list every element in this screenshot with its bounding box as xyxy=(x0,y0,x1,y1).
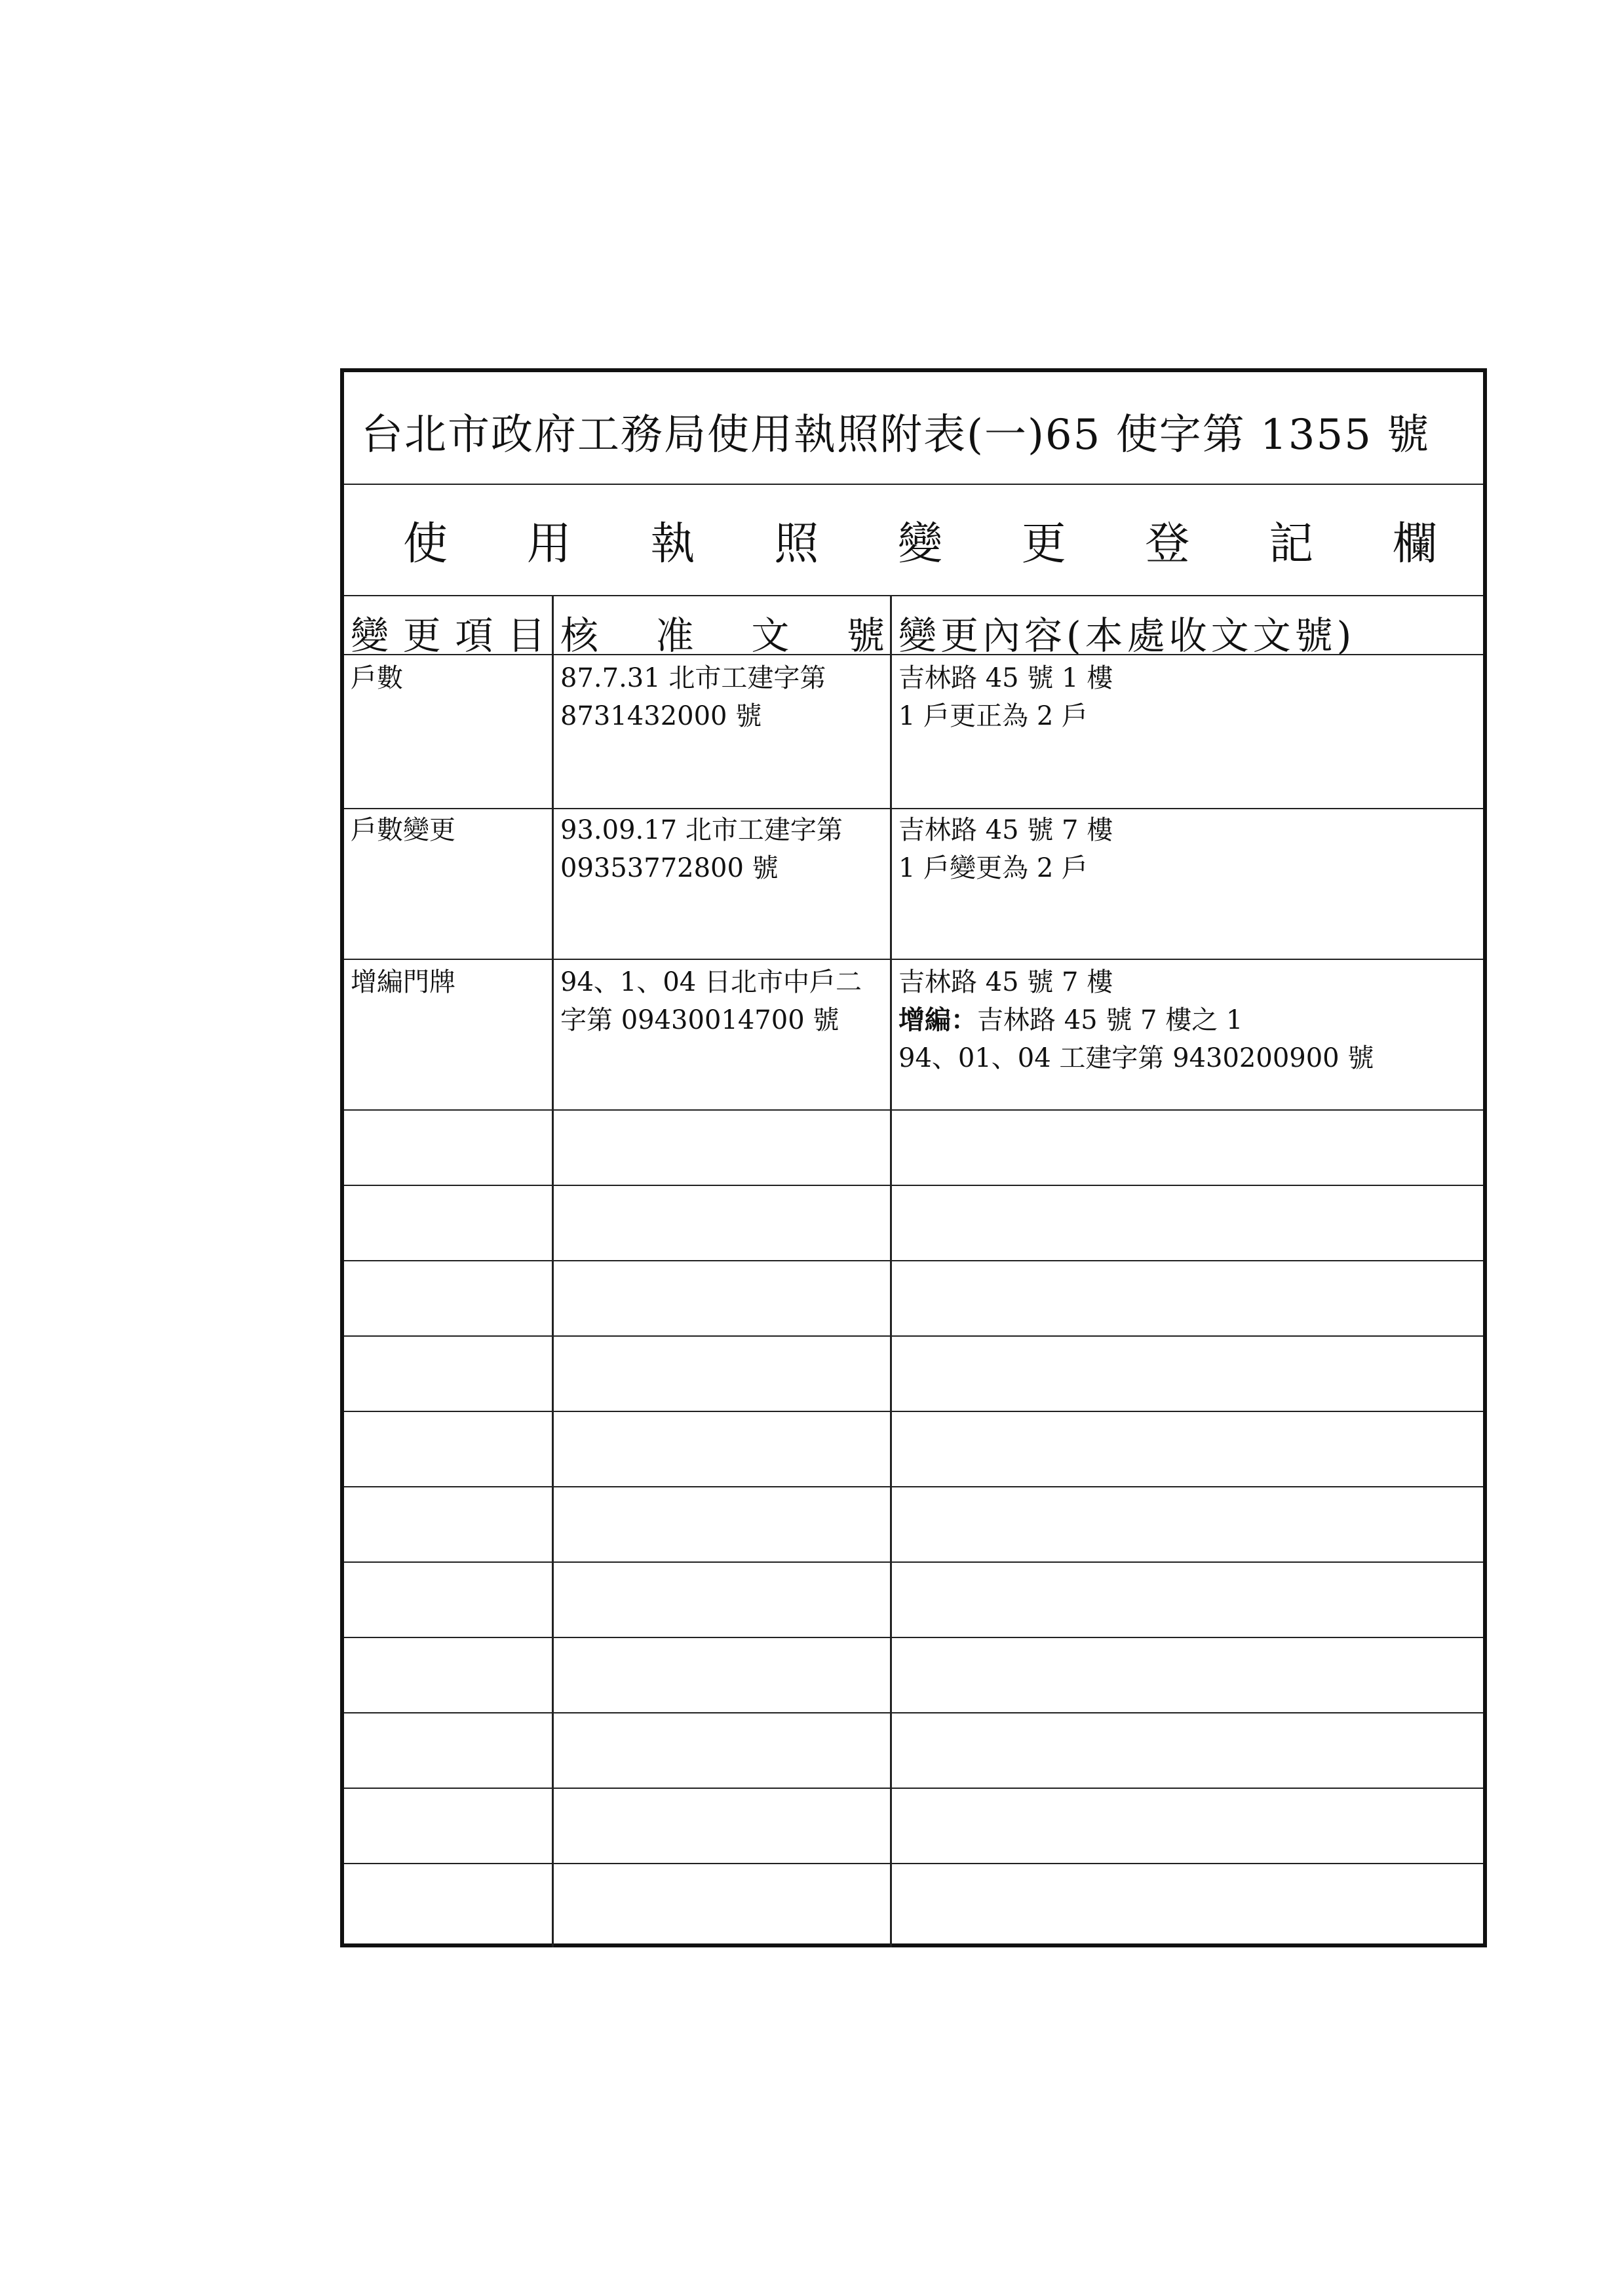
approval-line: 87.7.31 北市工建字第 xyxy=(560,663,826,693)
row-divider xyxy=(344,1335,1483,1337)
row-divider xyxy=(344,959,1483,960)
column-divider xyxy=(552,595,554,1947)
header-char: 目 xyxy=(507,613,545,658)
content-line: 吉林路 45 號 7 樓 xyxy=(898,967,1113,997)
approval-line: 09353772800 號 xyxy=(560,853,779,883)
row-divider xyxy=(344,1486,1483,1487)
header-char: 准 xyxy=(655,613,694,658)
row-divider xyxy=(344,1411,1483,1412)
row-divider xyxy=(344,1561,1483,1563)
row-divider xyxy=(344,808,1483,809)
row-divider xyxy=(344,1260,1483,1261)
row-3-item: 增編門牌 xyxy=(351,967,455,997)
row-divider xyxy=(344,1109,1483,1111)
row-divider xyxy=(344,1637,1483,1638)
subtitle-char: 執 xyxy=(650,518,695,570)
subtitle-char: 欄 xyxy=(1392,518,1437,570)
document-title: 台北市政府工務局使用執照附表(一)65 使字第 1355 號 xyxy=(361,411,1431,459)
subtitle-char: 記 xyxy=(1269,518,1314,570)
content-line: 吉林路 45 號 7 樓 xyxy=(898,815,1113,845)
subtitle-char: 變 xyxy=(897,518,942,570)
header-char: 變 xyxy=(351,613,389,658)
subtitle-char: 使 xyxy=(403,518,448,570)
subtitle-char: 用 xyxy=(526,518,571,570)
subtitle-char: 照 xyxy=(774,518,819,570)
row-3-content xyxy=(898,963,1374,1077)
approval-line: 94、1、04 日北市中戶二 xyxy=(560,967,862,997)
subtitle-char: 登 xyxy=(1145,518,1190,570)
header-char: 項 xyxy=(455,613,493,658)
header-change-item xyxy=(351,605,545,660)
header-char: 文 xyxy=(751,613,790,658)
row-divider xyxy=(344,1863,1483,1864)
approval-line: 93.09.17 北市工建字第 xyxy=(560,815,843,845)
column-divider xyxy=(890,595,892,1947)
content-line: 吉林路 45 號 1 樓 xyxy=(898,663,1113,693)
added-address: 吉林路 45 號 7 樓之 1 xyxy=(977,1005,1243,1035)
usage-permit-change-table xyxy=(340,368,1487,1947)
row-3-approval xyxy=(560,963,862,1039)
added-label: 增編： xyxy=(898,1004,977,1035)
subtitle-divider xyxy=(344,595,1483,596)
row-2-item: 戶數變更 xyxy=(351,815,455,845)
content-line: 94、01、04 工建字第 9430200900 號 xyxy=(898,1043,1374,1073)
title-divider xyxy=(344,484,1483,485)
subtitle-char: 更 xyxy=(1021,518,1066,570)
row-divider xyxy=(344,1712,1483,1713)
row-1-item: 戶數 xyxy=(351,663,403,693)
header-char: 核 xyxy=(560,613,599,658)
content-line: 1 戶更正為 2 戶 xyxy=(898,701,1089,731)
row-1-content xyxy=(898,659,1113,735)
row-divider xyxy=(344,1788,1483,1789)
content-line xyxy=(898,1001,1374,1039)
header-char: 更 xyxy=(402,613,441,658)
row-2-approval xyxy=(560,811,843,887)
row-divider xyxy=(344,1185,1483,1186)
header-approval-number xyxy=(560,605,885,660)
header-char: 號 xyxy=(846,613,885,658)
row-2-content xyxy=(898,811,1113,887)
section-subtitle xyxy=(344,508,1483,572)
header-change-content: 變更內容(本處收文文號) xyxy=(898,613,1356,658)
approval-line: 8731432000 號 xyxy=(560,701,762,731)
content-line: 1 戶變更為 2 戶 xyxy=(898,853,1089,883)
approval-line: 字第 09430014700 號 xyxy=(560,1005,839,1035)
row-1-approval xyxy=(560,659,826,735)
